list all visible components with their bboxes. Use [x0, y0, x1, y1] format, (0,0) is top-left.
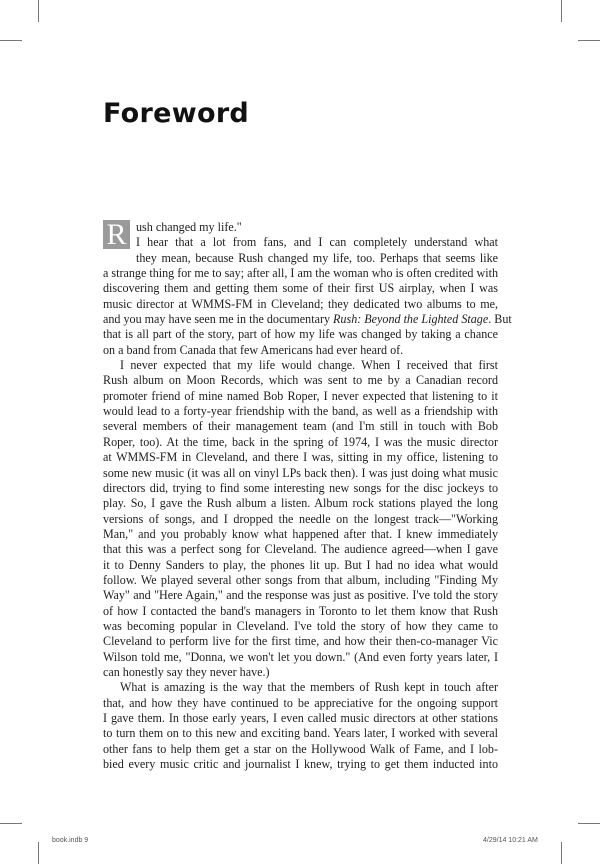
crop-mark	[38, 0, 39, 22]
text-line: I hear that a lot from fans, and I can completely understand what	[136, 235, 498, 250]
text-line: to turn them on to this new and exciting band. Years later, I worked with several	[103, 726, 498, 741]
text-line: Wilson told me, "Donna, we won't let you down." (And even forty years later, I	[103, 649, 498, 664]
text-line: that, and how they have continued to be appreciative for the ongoing support	[103, 695, 498, 710]
text-line: would lead to a forty-year friendship with the band, as well as a friendship with	[103, 404, 498, 419]
text-line: Cleveland to perform live for the first time, and how their then-co-manager Vic	[103, 634, 498, 649]
text-line	[103, 312, 512, 327]
text-line: was becoming popular in Cleveland. I've told the story of how they came to	[103, 618, 498, 633]
text-line: that is all part of the story, part of how my life was changed by taking a chance	[103, 327, 498, 342]
text-line: they mean, because Rush changed my life, too. Perhaps that seems like	[136, 250, 498, 265]
text-line: some new music (it was all on vinyl LPs back then). I was just doing what music	[103, 465, 498, 480]
text-line: ush changed my life."	[136, 220, 242, 234]
text-line: Way" and "Here Again," and the response was just as positive. I've told the story	[103, 588, 498, 603]
text-line: play. So, I gave the Rush album a listen. Album rock stations played the long	[103, 496, 498, 511]
crop-mark	[38, 842, 39, 864]
crop-mark	[561, 842, 562, 864]
text-line: I never expected that my life would change. When I received that first	[120, 358, 498, 373]
text-line: of how I contacted the band's managers in Toronto to let them know that Rush	[103, 603, 498, 618]
page-title: Foreword	[103, 98, 250, 129]
text-line: promoter friend of mine named Bob Roper, I never expected that listening to it	[103, 388, 498, 403]
footer-left: book.indb 9	[52, 837, 89, 844]
text-line: bied every music critic and journalist I knew, trying to get them inducted into	[103, 757, 498, 772]
text-line: at WMMS-FM in Cleveland, and there I was, sitting in my office, listening to	[103, 450, 498, 465]
text-lines	[103, 220, 512, 772]
text-line: Roper, too). At the time, back in the spring of 1974, I was the music director	[103, 434, 498, 449]
body-text	[103, 218, 512, 772]
text-line: I gave them. In those early years, I even called music directors at other stations	[103, 711, 498, 725]
drop-cap: R	[103, 220, 130, 249]
text-line: that this was a perfect song for Cleveland. The audience agreed—when I gave	[103, 542, 498, 557]
italic-title: Rush: Beyond the Lighted Stage	[333, 312, 489, 327]
crop-mark	[0, 823, 22, 824]
text-line: Rush album on Moon Records, which was sent to me by a Canadian record	[103, 373, 498, 388]
crop-mark	[578, 823, 600, 824]
footer-right: 4/29/14 10:21 AM	[483, 837, 538, 844]
text-line: follow. We played several other songs from that album, including "Finding My	[103, 572, 498, 587]
text-line: discovering them and getting them some of their first US airplay, when I was	[103, 281, 498, 296]
text-line: What is amazing is the way that the members of Rush kept in touch after	[120, 680, 498, 695]
text-line: other fans to help them get a star on the Hollywood Walk of Fame, and I lob-	[103, 741, 498, 756]
text-run: and you may have seen me in the documentary	[103, 312, 334, 327]
text-run: . But	[488, 312, 512, 327]
crop-mark	[0, 40, 22, 41]
text-line: on a band from Canada that few Americans had ever heard of.	[103, 342, 404, 357]
text-line: versions of songs, and I dropped the needle on the longest track—"Working	[103, 511, 498, 526]
text-line: directors did, trying to find some interesting new songs for the disc jockeys to	[103, 480, 498, 495]
crop-mark	[561, 0, 562, 22]
text-line: a strange thing for me to say; after all, I am the woman who is often credited with	[103, 266, 498, 281]
text-line: can honestly say they never have.)	[103, 664, 270, 679]
text-line: it to Denny Sanders to play, the phones lit up. But I had no idea what would	[103, 557, 498, 572]
text-line: Man," and you probably know what happened after that. I knew immediately	[103, 526, 498, 541]
crop-mark	[578, 40, 600, 41]
text-line: music director at WMMS-FM in Cleveland; they dedicated two albums to me,	[103, 296, 498, 311]
text-line: several members of their management team (and I'm still in touch with Bob	[103, 419, 498, 434]
